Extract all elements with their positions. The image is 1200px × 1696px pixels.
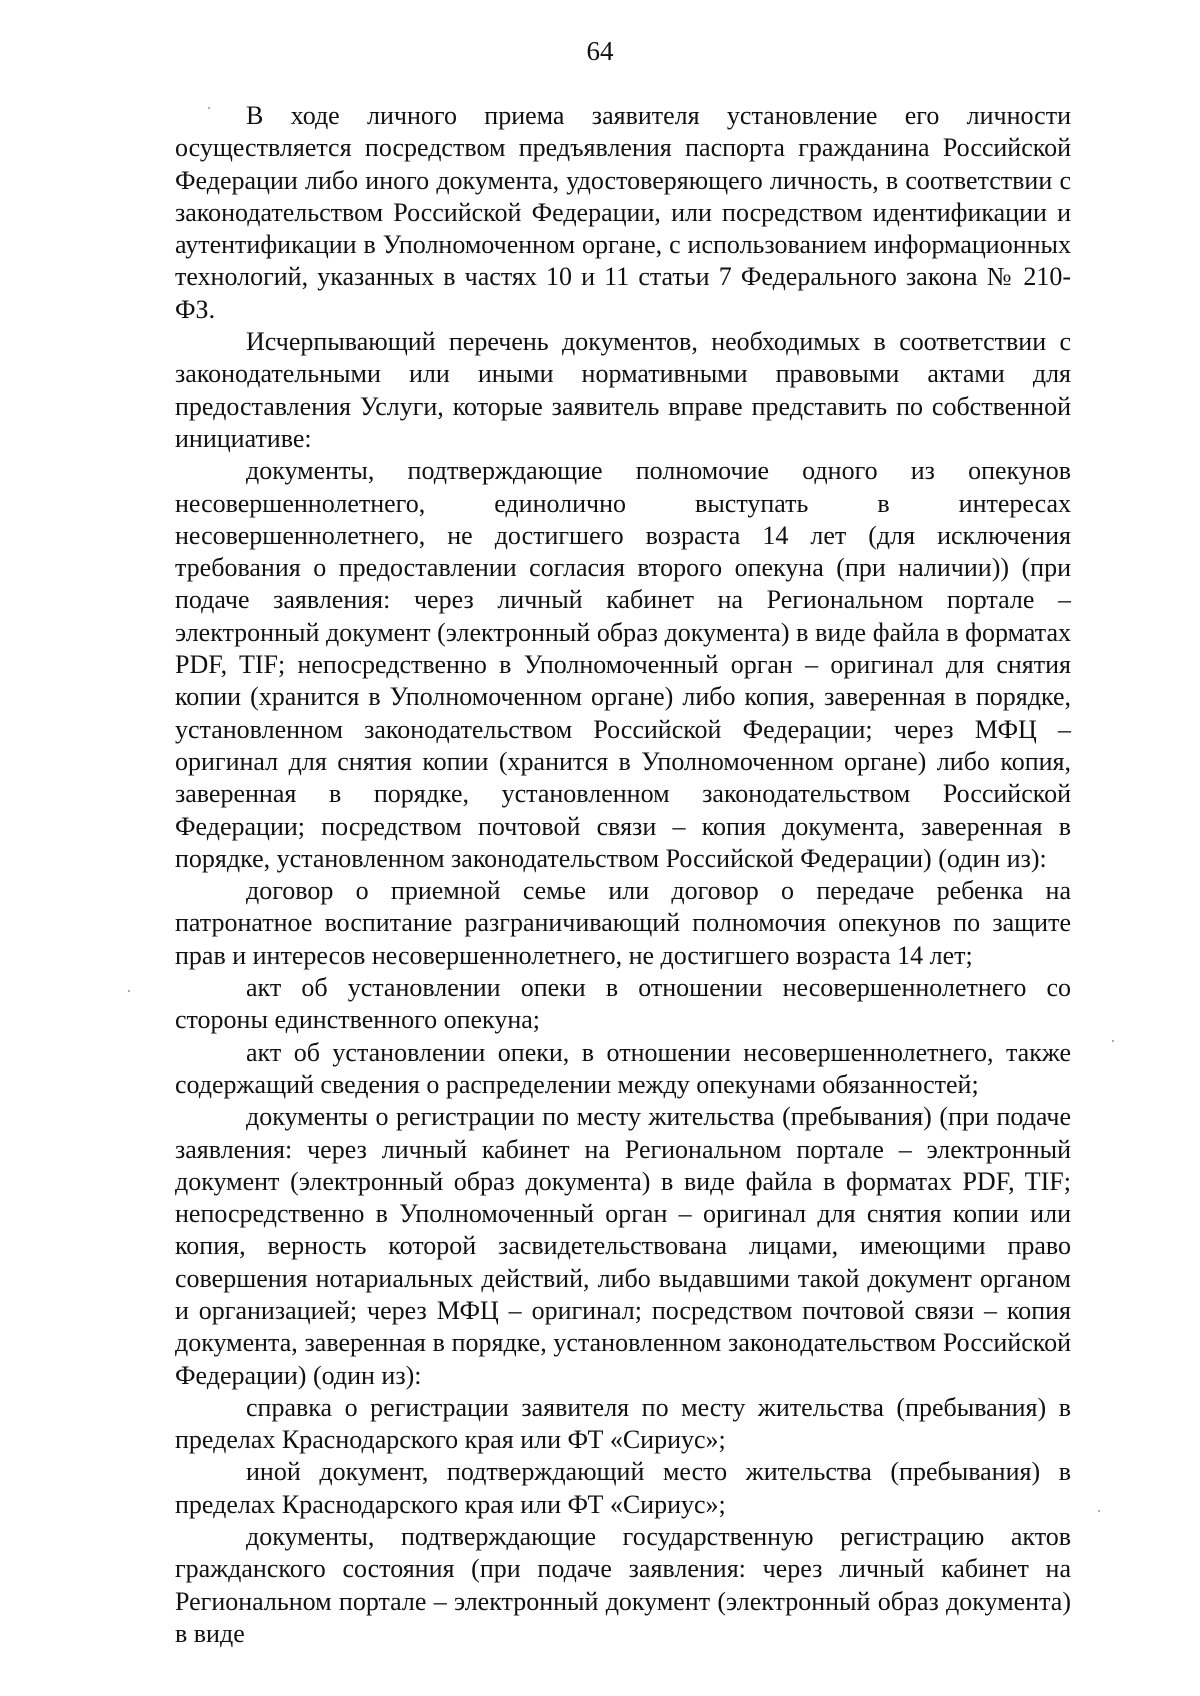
paragraph-civil-status-documents: документы, подтверждающие государственную регистрацию актов гражданского состояния (при подаче заявления: через личный кабинет на Региональном портале – электронный документ (электронный образ документа) в виде — [175, 1522, 1071, 1648]
list-item-foster-family-contract: договор о приемной семье или договор о передаче ребенка на патронатное воспитание разграничивающий полномочия опекунов по защите прав и интересов несовершеннолетнего, не достигшего возраста 14 лет; — [175, 876, 1071, 970]
scan-speck — [208, 107, 210, 109]
list-item-guardianship-duties-act: акт об установлении опеки, в отношении несовершеннолетнего, также содержащий сведения о распределении между опекунами обязанностей; — [175, 1037, 1071, 1099]
scan-speck — [1112, 1040, 1114, 1042]
list-item-sole-guardian-act: акт об установлении опеки в отношении несовершеннолетнего со стороны единственного опекуна; — [175, 973, 1071, 1035]
list-item-registration-certificate: справка о регистрации заявителя по месту жительства (пребывания) в пределах Краснодарского края или ФТ «Сириус»; — [175, 1392, 1071, 1455]
paragraph-residence-registration-documents: документы о регистрации по месту жительства (пребывания) (при подаче заявления: через личный кабинет на Региональном портале – электронный документ (электронный образ документа) в виде файла в форматах PDF, TIF; непосредственно в Уполномоченный орган – оригинал для снятия копии или копия, верность которой засвидетельствована лицами, имеющими право совершения нотариальных действий, либо выдавшими такой документ органом и организацией; через МФЦ – оригинал; посредством почтовой связи – копия документа, заверенная в порядке, установленном законодательством Российской Федерации) (один из): — [175, 1102, 1071, 1390]
paragraph-documents-list-intro: Исчерпывающий перечень документов, необходимых в соответствии с законодательными или иными нормативными правовыми актами для предоставления Услуги, которые заявитель вправе представить по собственной инициативе: — [175, 327, 1071, 453]
scan-speck — [1098, 1510, 1100, 1512]
paragraph-personal-reception: В ходе личного приема заявителя установление его личности осуществляется посредством предъявления паспорта гражданина Российской Федерации либо иного документа, удостоверяющего личность, в соответствии с законодательством Российской Федерации, или посредством идентификации и аутентификации в Уполномоченном органе, с использованием информационных технологий, указанных в частях 10 и 11 статьи 7 Федерального закона № 210-ФЗ. — [175, 101, 1071, 324]
document-body — [175, 100, 1071, 1650]
list-item-other-residence-document: иной документ, подтверждающий место жительства (пребывания) в пределах Краснодарского края или ФТ «Сириус»; — [175, 1457, 1071, 1519]
page-number: 64 — [586, 36, 614, 66]
paragraph-guardian-authority-documents: документы, подтверждающие полномочие одного из опекунов несовершеннолетнего, единолично выступать в интересах несовершеннолетнего, не достигшего возраста 14 лет (для исключения требования о предоставлении согласия второго опекуна (при наличии)) (при подаче заявления: через личный кабинет на Региональном портале – электронный документ (электронный образ документа) в виде файла в форматах PDF, TIF; непосредственно в Уполномоченный орган – оригинал для снятия копии (хранится в Уполномоченном органе) либо копия, заверенная в порядке, установленном законодательством Российской Федерации; через МФЦ – оригинал для снятия копии (хранится в Уполномоченном органе) либо копия, заверенная в порядке, установленном законодательством Российской Федерации; посредством почтовой связи – копия документа, заверенная в порядке, установленном законодательством Российской Федерации) (один из): — [175, 456, 1071, 873]
scan-speck — [128, 990, 130, 992]
